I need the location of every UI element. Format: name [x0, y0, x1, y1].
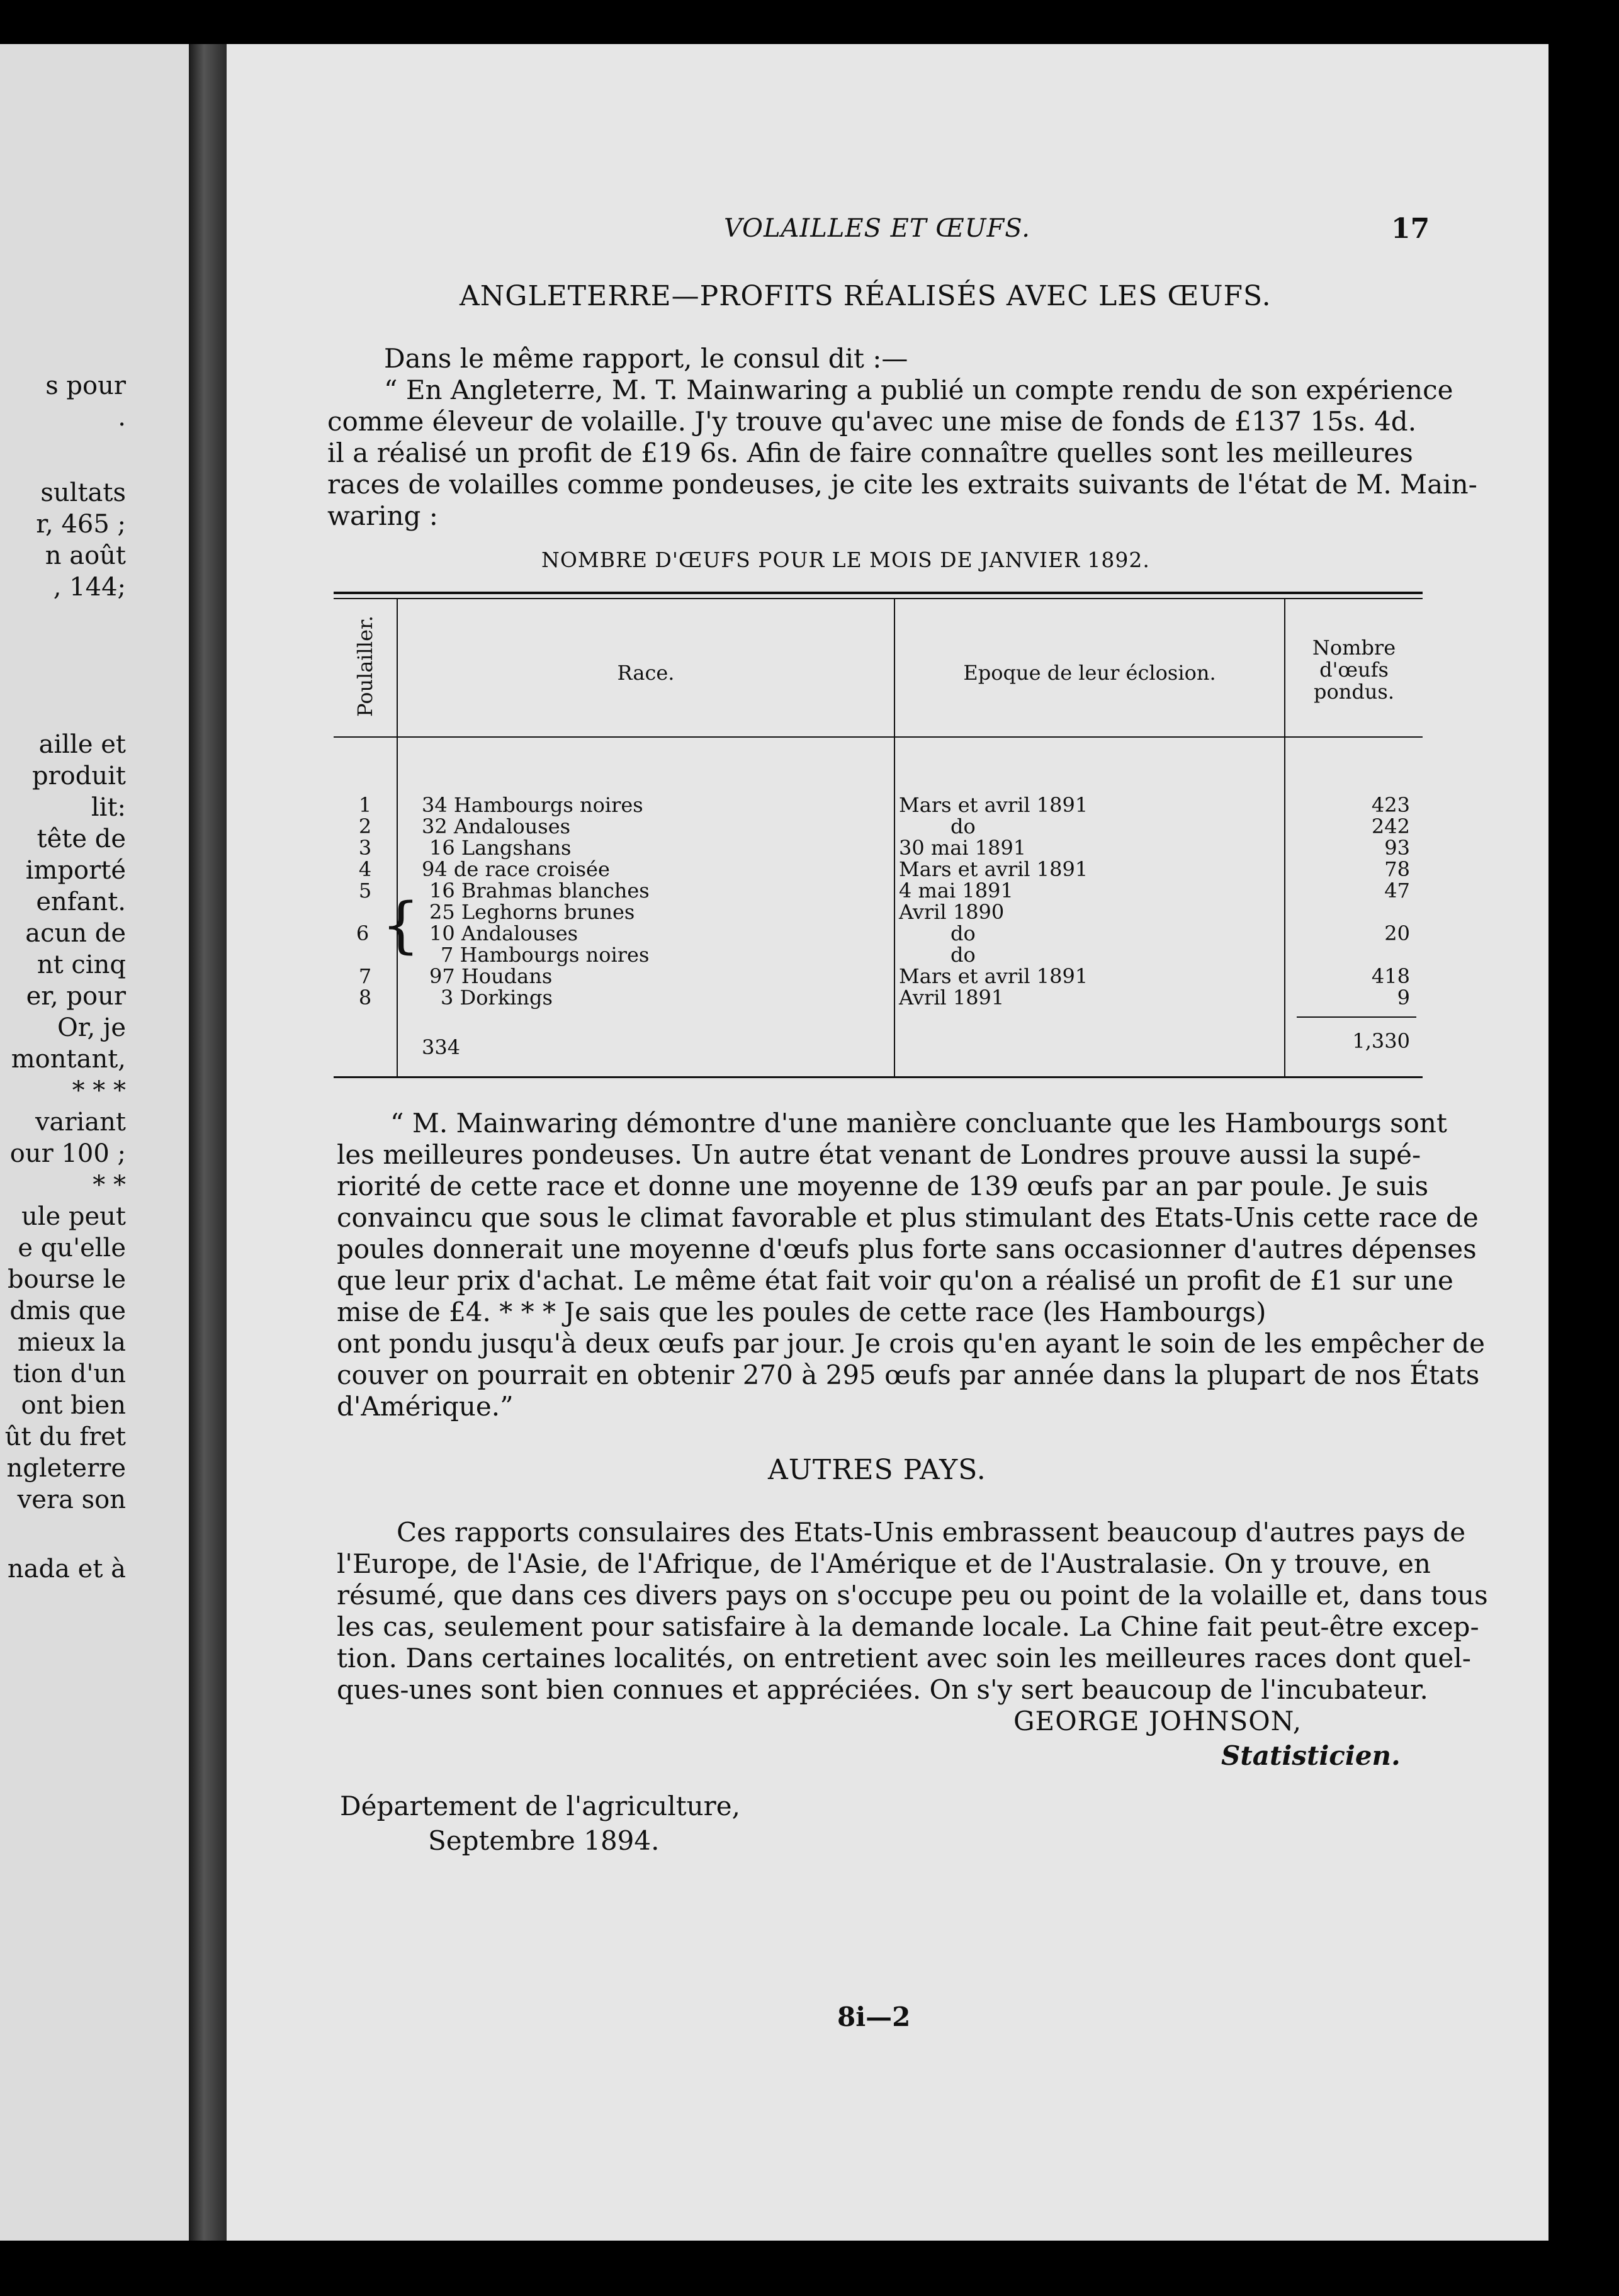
table-rule-top-thin [334, 598, 1423, 599]
epoque-cell: Mars et avril 1891 [899, 964, 1088, 988]
signature-name: GEORGE JOHNSON, [1013, 1706, 1302, 1736]
race-cell: 10 Andalouses [429, 921, 578, 945]
epoque-cell: Avril 1891 [899, 986, 1005, 1010]
nombre-cell: 423 [1371, 793, 1410, 817]
document-page [227, 44, 1548, 2241]
epoque-cell: do [951, 921, 976, 945]
fragment-line: produit [31, 762, 126, 791]
paragraph-line: “ En Angleterre, M. T. Mainwaring a publié un compte rendu de son expérience [384, 374, 1453, 405]
fragment-line: importé [25, 856, 126, 885]
nombre-cell: 93 [1384, 836, 1410, 860]
row-number: 2 [358, 814, 372, 838]
row-number: 5 [358, 879, 372, 903]
signature-mark: 8i—2 [837, 2001, 911, 2032]
fragment-line: nada et à [7, 1555, 126, 1584]
fragment-line: er, pour [26, 982, 126, 1011]
page-number: 17 [1391, 213, 1430, 245]
paragraph-line: comme éleveur de volaille. J'y trouve qu'avec une mise de fonds de £137 15s. 4d. [327, 406, 1417, 437]
paragraph-line: “ M. Mainwaring démontre d'une manière concluante que les Hambourgs sont [390, 1108, 1447, 1139]
fragment-line: dmis que [9, 1297, 126, 1325]
race-cell: 34 Hambourgs noires [422, 793, 643, 817]
origin-department: Département de l'agriculture, [340, 1791, 740, 1821]
fragment-line: , 144; [53, 573, 126, 602]
row-number: 7 [358, 964, 372, 988]
nombre-cell: 78 [1384, 857, 1410, 881]
paragraph-line: waring : [327, 500, 438, 531]
fragment-line: ût du fret [4, 1422, 126, 1451]
fragment-line: . [118, 403, 126, 432]
paragraph-line: les cas, seulement pour satisfaire à la demande locale. La Chine fait peut-être excep- [337, 1611, 1479, 1642]
fragment-line: aille et [38, 730, 126, 759]
header-epoque: Epoque de leur éclosion. [963, 661, 1216, 685]
header-nombre: d'œufs [1319, 658, 1389, 682]
epoque-cell: Mars et avril 1891 [899, 793, 1088, 817]
origin-date: Septembre 1894. [428, 1825, 660, 1856]
header-race: Race. [617, 661, 675, 685]
epoque-cell: do [951, 943, 976, 967]
paragraph-line: ques-unes sont bien connues et appréciées. On s'y sert beaucoup de l'incubateur. [337, 1674, 1428, 1705]
nombre-cell: 242 [1371, 814, 1410, 838]
total-rule [1297, 1016, 1416, 1018]
paragraph-line: couver on pourrait en obtenir 270 à 295 œufs par année dans la plupart de nos États [337, 1359, 1480, 1390]
paragraph-line: que leur prix d'achat. Le même état fait voir qu'on a réalisé un profit de £1 sur une [337, 1265, 1453, 1296]
race-cell: 16 Langshans [429, 836, 572, 860]
fragment-line: ngleterre [6, 1454, 126, 1483]
epoque-cell: do [951, 814, 976, 838]
paragraph-line: tion. Dans certaines localités, on entretient avec soin les meilleures races dont quel- [337, 1643, 1471, 1674]
brace-icon: { [381, 890, 420, 960]
fragment-line: ont bien [21, 1391, 126, 1420]
fragment-line: r, 465 ; [36, 510, 126, 539]
paragraph-line: mise de £4. * * * Je sais que les poules de cette race (les Hambourgs) [337, 1297, 1266, 1327]
signature-title: Statisticien. [1221, 1740, 1401, 1771]
total-race: 334 [422, 1035, 461, 1059]
paragraph-line: races de volailles comme pondeuses, je cite les extraits suivants de l'état de M. Main- [327, 469, 1477, 500]
fragment-line: montant, [11, 1045, 126, 1074]
section-title: AUTRES PAYS. [768, 1454, 986, 1486]
paragraph-line: d'Amérique.” [337, 1391, 514, 1422]
nombre-cell: 418 [1371, 964, 1410, 988]
header-nombre: Nombre [1312, 636, 1396, 660]
book-binding [189, 44, 227, 2241]
fragment-line: Or, je [57, 1013, 126, 1042]
epoque-cell: 4 mai 1891 [899, 879, 1013, 903]
row-number: 3 [358, 836, 372, 860]
table-rule-header [334, 736, 1423, 738]
paragraph-line: les meilleures pondeuses. Un autre état venant de Londres prouve aussi la supé- [337, 1139, 1421, 1170]
fragment-line: enfant. [36, 887, 126, 916]
fragment-line: vera son [17, 1485, 126, 1514]
fragment-line: sultats [40, 478, 126, 507]
paragraph-line: Ces rapports consulaires des Etats-Unis embrassent beaucoup d'autres pays de [397, 1517, 1466, 1548]
fragment-line: n août [45, 541, 126, 570]
paragraph-line: convaincu que sous le climat favorable et plus stimulant des Etats-Unis cette race de [337, 1202, 1479, 1233]
table-caption: NOMBRE D'ŒUFS POUR LE MOIS DE JANVIER 1892. [541, 548, 1150, 572]
fragment-line: nt cinq [37, 950, 126, 979]
epoque-cell: Avril 1890 [899, 900, 1005, 924]
fragment-line: e qu'elle [18, 1234, 126, 1263]
section-title: ANGLETERRE—PROFITS RÉALISÉS AVEC LES ŒUFS. [460, 280, 1272, 312]
paragraph-line: l'Europe, de l'Asie, de l'Afrique, de l'Amérique et de l'Australasie. On y trouve, en [337, 1548, 1431, 1579]
paragraph-line: poules donnerait une moyenne d'œufs plus forte sans occasionner d'autres dépenses [337, 1234, 1477, 1264]
paragraph-line: Dans le même rapport, le consul dit :— [384, 343, 908, 374]
header-poulailler: Poulailler. [353, 615, 377, 717]
nombre-cell: 20 [1384, 921, 1410, 945]
row-number: 4 [358, 857, 372, 881]
race-cell: 3 Dorkings [441, 986, 553, 1010]
race-cell: 94 de race croisée [422, 857, 610, 881]
row-number: 8 [358, 986, 372, 1010]
paragraph-line: il a réalisé un profit de £19 6s. Afin de faire connaître quelles sont les meilleures [327, 437, 1413, 468]
paragraph-line: résumé, que dans ces divers pays on s'occupe peu ou point de la volaille et, dans tous [337, 1580, 1488, 1611]
row-number: 6 [356, 921, 369, 945]
header-nombre: pondus. [1313, 680, 1395, 704]
race-cell: 25 Leghorns brunes [429, 900, 635, 924]
epoque-cell: 30 mai 1891 [899, 836, 1027, 860]
fragment-line: acun de [25, 919, 126, 948]
fragment-line: s pour [45, 371, 126, 400]
race-cell: 97 Houdans [429, 964, 553, 988]
fragment-line: * * * [72, 1076, 126, 1105]
running-header: VOLAILLES ET ŒUFS. [724, 214, 1030, 243]
paragraph-line: riorité de cette race et donne une moyenne de 139 œufs par an par poule. Je suis [337, 1171, 1429, 1201]
adjacent-page-fragment [0, 44, 189, 2241]
total-nombre: 1,330 [1352, 1029, 1410, 1053]
table-rule-bottom [334, 1076, 1423, 1078]
fragment-line: lit: [91, 793, 126, 822]
race-cell: 16 Brahmas blanches [429, 879, 650, 903]
fragment-line: tête de [37, 824, 126, 853]
nombre-cell: 9 [1397, 986, 1410, 1010]
fragment-line: ule peut [21, 1202, 126, 1231]
fragment-line: * * [93, 1171, 126, 1200]
fragment-line: variant [35, 1108, 126, 1137]
row-number: 1 [358, 793, 372, 817]
fragment-line: tion d'un [13, 1359, 126, 1388]
fragment-line: bourse le [8, 1265, 126, 1294]
table-rule-top [334, 592, 1423, 594]
epoque-cell: Mars et avril 1891 [899, 857, 1088, 881]
fragment-line: our 100 ; [9, 1139, 126, 1168]
race-cell: 32 Andalouses [422, 814, 571, 838]
race-cell: 7 Hambourgs noires [441, 943, 650, 967]
nombre-cell: 47 [1384, 879, 1410, 903]
paragraph-line: ont pondu jusqu'à deux œufs par jour. Je crois qu'en ayant le soin de les empêcher de [337, 1328, 1486, 1359]
fragment-line: mieux la [17, 1328, 126, 1357]
